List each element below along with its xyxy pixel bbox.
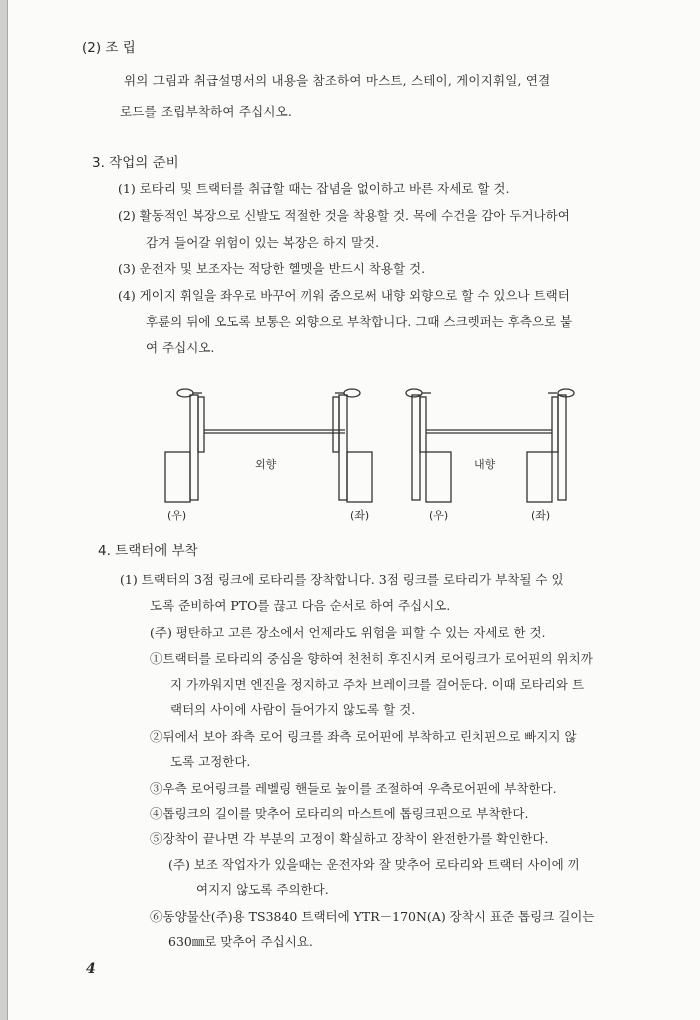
step-6-line-1: ⑥동양물산(주)용 TS3840 트랙터에 YTR－170N(A) 장착시 표준 톱링크 길이는 (150, 909, 595, 924)
step-1-line-2: 지 가까워지면 엔진을 정지하고 주차 브레이크를 걸어둔다. 이때 로타리와 트 (170, 677, 585, 692)
inward-assembly (406, 389, 574, 502)
section-2-heading: (2) 조 립 (82, 40, 136, 56)
section-2-paragraph-line-1: 위의 그림과 취급설명서의 내용을 참조하여 마스트, 스테이, 게이지휘일, 연결 (124, 73, 551, 88)
caption-right-1: (우) (167, 509, 187, 522)
section-4-note-1: (주) 평탄하고 고른 장소에서 언제라도 위험을 피할 수 있는 자세로 한 것. (150, 625, 546, 640)
section-3-item-2-line-2: 감겨 들어갈 위험이 있는 복장은 하지 말것. (146, 235, 380, 250)
section-3-item-4-line-3: 여 주십시오. (146, 340, 215, 355)
section-3-item-4-line-2: 후륜의 뒤에 오도록 보통은 외향으로 부착합니다. 그때 스크렛퍼는 후측으로 붙 (146, 314, 573, 329)
section-4-note-2-line-2: 여지지 않도록 주의한다. (196, 882, 329, 897)
section-3-item-4-line-1: (4) 게이지 휘일을 좌우로 바꾸어 끼워 줌으로써 내향 외향으로 할 수 있으나 트랙터 (118, 288, 570, 303)
label-outward: 외향 (255, 458, 277, 471)
section-2-paragraph-line-2: 로드를 조립부착하여 주십시오. (120, 104, 293, 119)
page-number: 4 (86, 961, 96, 977)
section-4-heading: 4. 트랙터에 부착 (98, 543, 198, 559)
step-2-line-2: 도록 고정한다. (170, 754, 251, 769)
step-2-line-1: ②뒤에서 보아 좌측 로어 링크를 좌측 로어핀에 부착하고 린치핀으로 빠지지 않 (150, 729, 577, 744)
section-4-note-2-line-1: (주) 보조 작업자가 있을때는 운전자와 잘 맞추어 로타리와 트랙터 사이에 끼 (168, 857, 580, 872)
section-3-item-2-line-1: (2) 활동적인 복장으로 신발도 적절한 것을 착용할 것. 목에 수건을 감아 두거나하여 (118, 208, 570, 223)
label-inward: 내향 (474, 458, 496, 471)
step-1-line-3: 랙터의 사이에 사람이 들어가지 않도록 할 것. (170, 702, 416, 717)
caption-left-1: (좌) (350, 509, 370, 522)
step-4: ④톱링크의 길이를 맞추어 로타리의 마스트에 톱링크핀으로 부착한다. (150, 806, 529, 821)
step-3: ③우측 로어링크를 레벨링 핸들로 높이를 조절하여 우측로어핀에 부착한다. (150, 781, 557, 796)
section-4-item-1-line-1: (1) 트랙터의 3점 링크에 로타리를 장착합니다. 3점 링크를 로타리가 부착될 수 있 (120, 572, 564, 587)
section-3-heading: 3. 작업의 준비 (92, 155, 179, 171)
step-5: ⑤장착이 끝나면 각 부분의 고정이 확실하고 장착이 완전한가를 확인한다. (150, 831, 549, 846)
outward-assembly (165, 389, 372, 502)
step-1-line-1: ①트랙터를 로타리의 중심을 향하여 천천히 후진시켜 로어링크가 로어핀의 위치까 (150, 651, 593, 666)
section-3-item-1: (1) 로타리 및 트랙터를 취급할 때는 잡념을 없이하고 바른 자세로 할 것. (118, 181, 510, 196)
section-4-item-1-line-2: 도록 준비하여 PTO를 끊고 다음 순서로 하여 주십시오. (150, 598, 451, 613)
section-3-item-3: (3) 운전자 및 보조자는 적당한 헬멧을 반드시 착용할 것. (118, 261, 426, 276)
caption-right-2: (우) (429, 509, 449, 522)
caption-left-2: (좌) (531, 509, 551, 522)
step-6-line-2: 630㎜로 맞추어 주십시요. (168, 934, 313, 949)
